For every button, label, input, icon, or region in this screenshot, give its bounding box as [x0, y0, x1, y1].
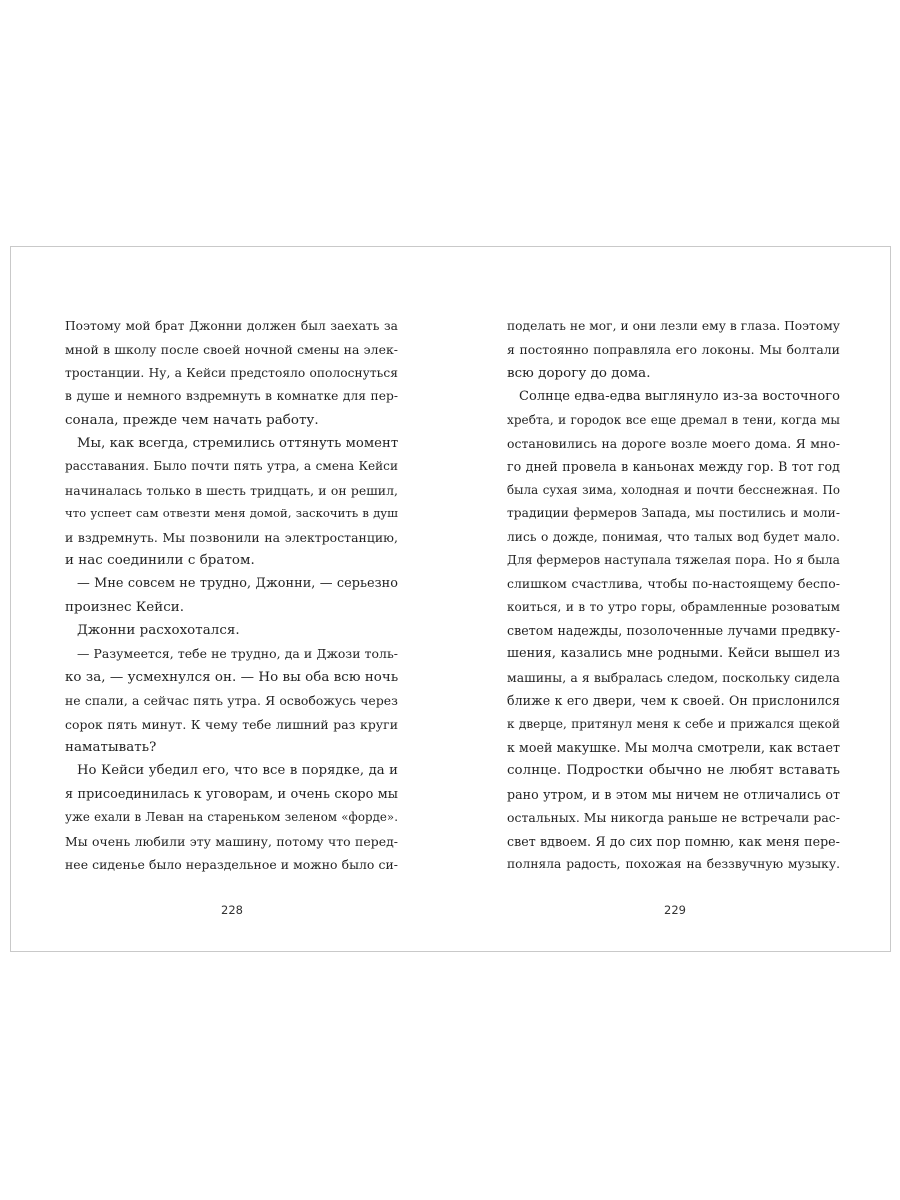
text-line: ко за, — усмехнулся он. — Но вы оба всю ночь: [65, 669, 398, 685]
text-line: машины, а я выбралась следом, поскольку сидела: [507, 669, 840, 685]
text-line: расставания. Было почти пять утра, а смена Кейси: [65, 459, 398, 474]
text-line: и нас соединили с братом.: [65, 552, 255, 568]
text-line: солнце. Подростки обычно не любят вставать: [507, 763, 840, 779]
text-line: сонала, прежде чем начать работу.: [65, 412, 319, 428]
text-line: коиться, и в то утро горы, обрамленные розоватым: [507, 599, 840, 614]
text-line: была сухая зима, холодная и почти бесснежная. По: [507, 482, 840, 497]
text-line: что успеет сам отвезти меня домой, заскочить в душ: [65, 506, 398, 521]
right-page-text: [507, 315, 840, 875]
text-line: — Разумеется, тебе не трудно, да и Джози толь-: [77, 646, 398, 662]
text-line: хребта, и городок все еще дремал в тени, когда мы: [507, 412, 840, 427]
text-line: я постоянно поправляла его локоны. Мы болтали: [507, 342, 840, 358]
text-line: — Мне совсем не трудно, Джонни, — серьезно: [77, 576, 398, 592]
text-line: мной в школу после своей ночной смены на элек-: [65, 342, 398, 358]
text-line: рано утром, и в этом мы ничем не отличались от: [507, 786, 840, 802]
text-line: Для фермеров наступала тяжелая пора. Но я была: [507, 552, 840, 567]
text-line: к дверце, притянул меня к себе и прижался щекой: [507, 716, 840, 731]
text-line: традиции фермеров Запада, мы постились и моли-: [507, 506, 840, 521]
text-line: поделать не мог, и они лезли ему в глаза. Поэтому: [507, 319, 840, 333]
text-line: Солнце едва-едва выглянуло из-за восточного: [519, 389, 840, 405]
text-line: в душе и немного вздремнуть в комнатке для пер-: [65, 389, 398, 404]
book-spread: [10, 246, 891, 952]
text-line: нее сиденье было нераздельное и можно было си-: [65, 856, 398, 872]
text-line: уже ехали в Леван на стареньком зеленом «форде».: [65, 810, 398, 825]
text-line: Но Кейси убедил его, что все в порядке, да и: [77, 763, 398, 779]
text-line: к моей макушке. Мы молча смотрели, как встает: [507, 740, 840, 756]
text-line: наматывать?: [65, 740, 157, 756]
text-line: шения, казались мне родными. Кейси вышел из: [507, 646, 840, 662]
left-page-text: [65, 315, 398, 875]
text-line: сорок пять минут. К чему тебе лишний раз круги: [65, 716, 398, 732]
text-line: начиналась только в шесть тридцать, и он решил,: [65, 482, 398, 498]
text-line: ближе к его двери, чем к своей. Он прислонился: [507, 693, 840, 709]
text-line: полняла радость, похожая на беззвучную музыку.: [507, 856, 840, 871]
text-line: го дней провела в каньонах между гор. В тот год: [507, 459, 840, 475]
text-line: лись о дожде, понимая, что талых вод будет мало.: [507, 529, 840, 544]
right-page-number: 229: [664, 903, 686, 917]
text-line: слишком счастлива, чтобы по-настоящему беспо-: [507, 576, 840, 592]
text-line: Поэтому мой брат Джонни должен был заехать за: [65, 319, 398, 333]
text-line: остановились на дороге возле моего дома. Я мно-: [507, 435, 840, 451]
text-line: Мы очень любили эту машину, потому что перед-: [65, 833, 398, 849]
text-line: не спали, а сейчас пять утра. Я освобожусь через: [65, 693, 398, 709]
text-line: произнес Кейси.: [65, 599, 185, 615]
text-line: тростанции. Ну, а Кейси предстояло ополоснуться: [65, 365, 398, 380]
text-line: остальных. Мы никогда раньше не встречали рас-: [507, 810, 840, 826]
text-line: я присоединилась к уговорам, и очень скоро мы: [65, 786, 398, 802]
text-line: Мы, как всегда, стремились оттянуть момент: [77, 435, 398, 451]
text-line: светом надежды, позолоченные лучами предвку-: [507, 623, 840, 639]
text-line: свет вдвоем. Я до сих пор помню, как меня пере-: [507, 833, 840, 849]
text-line: Джонни расхохотался.: [77, 623, 240, 639]
text-line: и вздремнуть. Мы позвонили на электростанцию,: [65, 529, 398, 545]
left-page-number: 228: [221, 903, 243, 917]
text-line: всю дорогу до дома.: [507, 365, 651, 381]
